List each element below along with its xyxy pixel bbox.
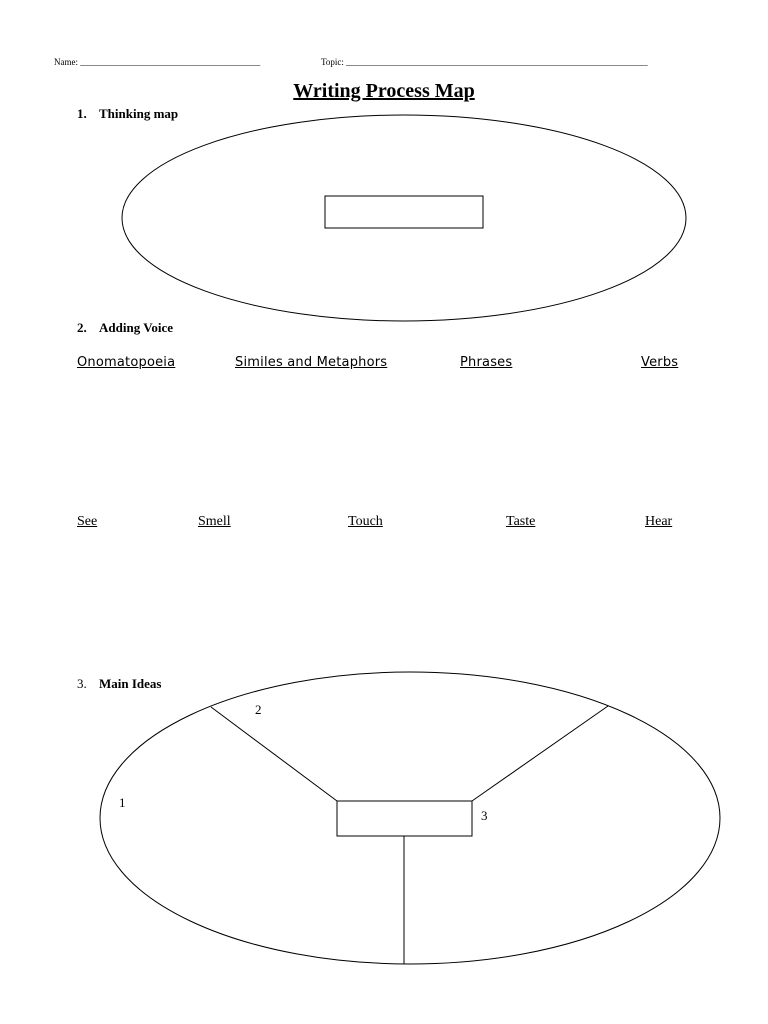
name-field[interactable]: Name: ________________________________________ xyxy=(54,57,261,67)
section-label: Adding Voice xyxy=(99,320,174,335)
section-label: Thinking map xyxy=(99,106,179,121)
column-heading-similes-metaphors: Similes and Metaphors xyxy=(235,355,388,370)
section-main-ideas-heading xyxy=(77,676,161,692)
divider-line-left xyxy=(211,707,337,801)
section-adding-voice-heading xyxy=(77,320,173,336)
column-heading-onomatopoeia: Onomatopoeia xyxy=(77,355,176,370)
sense-heading-smell: Smell xyxy=(198,514,231,529)
section-label: Main Ideas xyxy=(99,676,162,691)
main-ideas-center-box[interactable] xyxy=(337,801,472,836)
region-number-2: 2 xyxy=(255,702,262,717)
sense-heading-touch: Touch xyxy=(348,514,383,529)
section-number: 3. xyxy=(77,676,87,691)
section-number: 1. xyxy=(77,106,87,121)
column-heading-phrases: Phrases xyxy=(460,355,513,370)
column-heading-verbs: Verbs xyxy=(641,355,679,370)
divider-line-right xyxy=(472,706,608,801)
region-number-3: 3 xyxy=(481,808,488,823)
section-number: 2. xyxy=(77,320,87,335)
sense-heading-hear: Hear xyxy=(645,514,673,529)
sense-heading-see: See xyxy=(77,514,98,529)
sense-heading-taste: Taste xyxy=(506,514,536,529)
region-number-1: 1 xyxy=(119,795,126,810)
page-title: Writing Process Map xyxy=(293,80,475,102)
thinking-map-center-box[interactable] xyxy=(325,196,483,228)
topic-field[interactable]: Topic: ___________________________________________________________________ xyxy=(321,57,648,67)
